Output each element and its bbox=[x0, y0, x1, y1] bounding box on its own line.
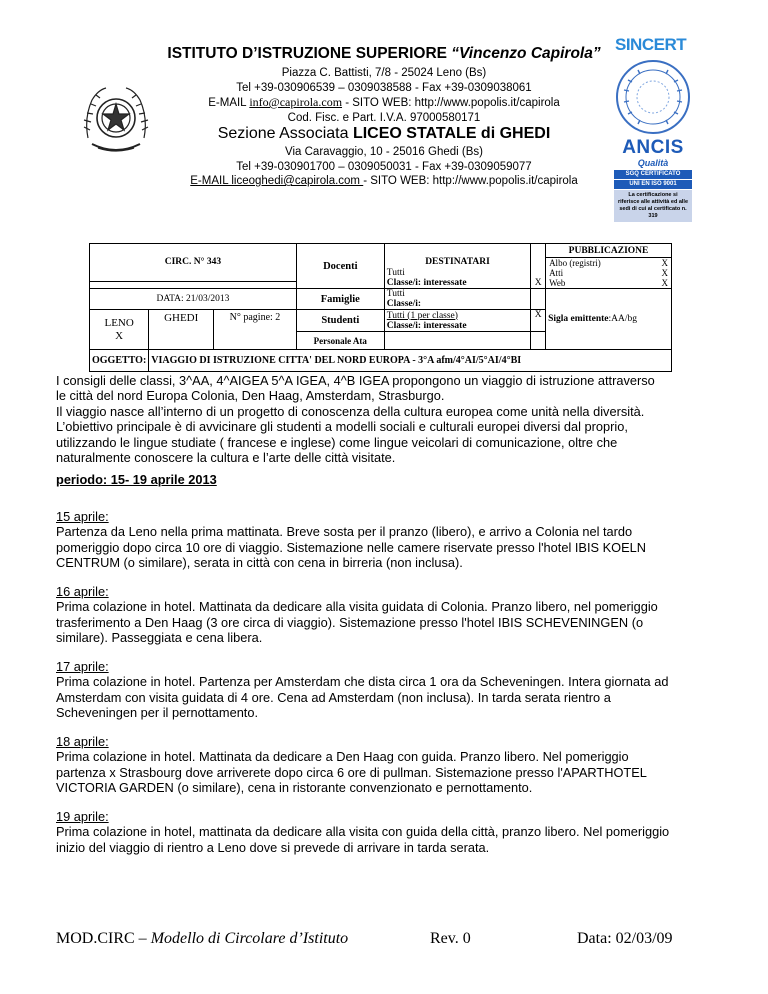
docenti-classi: Classe/i: interessate bbox=[386, 278, 467, 288]
famiglie-tutti: Tutti bbox=[386, 289, 405, 299]
oggetto-label: OGGETTO: bbox=[90, 350, 149, 372]
day-18 bbox=[56, 734, 726, 796]
intro-line: naturalmente conoscere la cultura e l’arte delle città visitate. bbox=[56, 450, 396, 466]
publication-cell bbox=[546, 244, 672, 289]
day-line: Amsterdam con visita guidata di 4 ore. Cena ad Amsterdam (non inclusa). In tarda serata rientro a bbox=[56, 689, 611, 705]
email-label: E-MAIL bbox=[208, 97, 250, 109]
day-line: CENTRUM (o similare), serata in città con cena in birreria (non inclusa). bbox=[56, 555, 463, 571]
leno-mark: X bbox=[115, 329, 124, 342]
circular-table bbox=[89, 243, 672, 372]
institute-web: - SITO WEB: http://www.popolis.it/capirola bbox=[342, 97, 560, 109]
docenti-tutti: Tutti bbox=[386, 268, 405, 278]
studenti-mark: X bbox=[531, 310, 546, 332]
footer-mod-code: MOD.CIRC – bbox=[56, 930, 151, 947]
day-title: 18 aprile: bbox=[56, 734, 109, 749]
ancis-logo bbox=[614, 138, 692, 222]
day-title: 16 aprile: bbox=[56, 584, 109, 599]
footer-model bbox=[56, 930, 348, 948]
leno-label: LENO bbox=[104, 316, 134, 329]
sincert-text: SINCERT bbox=[615, 35, 687, 54]
day-title: 15 aprile: bbox=[56, 509, 109, 524]
republic-emblem-icon bbox=[78, 78, 154, 158]
personale-dest bbox=[384, 332, 530, 350]
albo-label: Albo (registri) bbox=[549, 258, 601, 268]
web-row bbox=[546, 278, 671, 288]
famiglie-classi: Classe/i: bbox=[386, 299, 422, 309]
sigla-cell bbox=[546, 289, 672, 350]
destinatari-studenti bbox=[384, 310, 530, 332]
day-15 bbox=[56, 509, 726, 571]
intro-line: I consigli delle classi, 3^AA, 4^AIGEA 5^A IGEA, 4^B IGEA propongono un viaggio di istruzione attraverso bbox=[56, 373, 655, 388]
day-16 bbox=[56, 584, 726, 646]
web-label: Web bbox=[549, 278, 566, 288]
day-line: Prima colazione in hotel. Partenza per Amsterdam che dista circa 1 ora da Scheveningen. Intera giornata ad bbox=[56, 674, 669, 690]
sincert-logo bbox=[615, 35, 687, 57]
intro-line: le città del nord Europa Colonia, Den Haag, Amsterdam, Strasburgo. bbox=[56, 388, 445, 404]
ancis-text: ANCIS bbox=[622, 137, 684, 158]
intro-line: Il viaggio nasce all’interno di un progetto di conoscenza della cultura europea come unità nella diversità. bbox=[56, 403, 645, 419]
pages-count: N° pagine: 2 bbox=[214, 310, 297, 350]
day-title: 19 aprile: bbox=[56, 809, 109, 824]
day-line: trasferimento a Den Haag (3 ore circa di viaggio). Sistemazione presso l'hotel IBIS SCHEVENINGEN (o bbox=[56, 614, 644, 630]
day-line: similare). Passeggiata e cena libera. bbox=[56, 630, 263, 646]
albo-row bbox=[546, 258, 671, 268]
footer-date: Data: 02/03/09 bbox=[577, 930, 673, 947]
day-line: partenza x Strasbourg dove arriverete dopo circa 6 ore di pullman. Sistemazione presso l'APARTHOTEL bbox=[56, 764, 647, 780]
sigla-label: Sigla emittente bbox=[548, 314, 609, 324]
day-line: inizio del viaggio di rientro a Leno dove si prevede di arrivare in tarda serata. bbox=[56, 839, 490, 855]
day-line: Scheveningen per il pernottamento. bbox=[56, 705, 259, 721]
section-email-link[interactable]: E-MAIL liceoghedi@capirola.com bbox=[190, 175, 364, 187]
section-web: - SITO WEB: http://www.popolis.it/capirola bbox=[363, 175, 578, 187]
famiglie-label: Famiglie bbox=[296, 289, 384, 310]
ancis-seal-icon bbox=[614, 58, 692, 136]
destinatari-docenti bbox=[384, 244, 530, 289]
personale-mark bbox=[531, 332, 546, 350]
section-name: LICEO STATALE di GHEDI bbox=[352, 125, 551, 142]
qualita-text: Qualità bbox=[637, 158, 669, 168]
day-line: VICTORIA GARDEN (o similare), cena in ristorante convenzionato e pernottamento. bbox=[56, 780, 533, 796]
institute-phones: Tel +39-030906539 – 0309038588 - Fax +39-0309038061 bbox=[236, 81, 532, 94]
institute-prefix: ISTITUTO D’ISTRUZIONE SUPERIORE bbox=[167, 45, 452, 62]
day-line: Partenza da Leno nella prima mattinata. Breve sosta per il pranzo (libero), e arrivo a Colonia nel tardo bbox=[56, 524, 633, 540]
circ-number: CIRC. N° 343 bbox=[90, 244, 297, 282]
atti-row bbox=[546, 268, 671, 278]
atti-mark: X bbox=[661, 268, 668, 278]
section-address: Via Caravaggio, 10 - 25016 Ghedi (Bs) bbox=[285, 146, 483, 158]
uni-badge: UNI EN ISO 9001 bbox=[614, 180, 692, 189]
ghedi-label: GHEDI bbox=[149, 310, 214, 350]
day-line: Prima colazione in hotel. Mattinata da dedicare a Den Haag con guida. Pranzo libero. Nel pomeriggio bbox=[56, 749, 629, 765]
period-text: periodo: 15- 19 aprile 2013 bbox=[56, 472, 217, 487]
day-19 bbox=[56, 809, 726, 855]
destinatari-famiglie bbox=[384, 289, 530, 310]
day-17 bbox=[56, 659, 726, 721]
circ-date: DATA: 21/03/2013 bbox=[90, 289, 297, 310]
footer-mod-title: Modello di Circolare d’Istituto bbox=[150, 930, 349, 947]
studenti-classi: Classe/i: interessate bbox=[386, 320, 467, 331]
institute-name: “Vincenzo Capirola” bbox=[451, 45, 601, 62]
day-line: Prima colazione in hotel, mattinata da dedicare alla visita con guida della città, pranzo libero. Nel pomeriggio bbox=[56, 824, 670, 840]
day-line: pomeriggio dopo circa 10 ore di viaggio. Sistemazione nelle camere riservate presso l'hotel IBIS KOELN bbox=[56, 539, 646, 555]
institute-address: Piazza C. Battisti, 7/8 - 25024 Leno (Bs) bbox=[281, 67, 487, 79]
atti-label: Atti bbox=[549, 268, 564, 278]
period-title bbox=[56, 472, 726, 487]
docenti-label: Docenti bbox=[296, 244, 384, 289]
web-mark: X bbox=[661, 278, 668, 288]
sigla-value: :AA/bg bbox=[608, 314, 637, 324]
docenti-mark: X bbox=[531, 244, 546, 289]
intro-paragraph bbox=[56, 373, 726, 465]
personale-ata-label: Personale Ata bbox=[296, 332, 384, 350]
sgq-badge: SGQ CERTIFICATO bbox=[614, 170, 692, 179]
day-line: Prima colazione in hotel. Mattinata da dedicare alla visita guidata di Colonia. Pranzo libero, nel pomeriggio bbox=[56, 599, 658, 615]
intro-line: L’obiettivo principale è di avvicinare gli studenti a modelli sociali e culturali europei diversi dal proprio, bbox=[56, 419, 628, 435]
oggetto-text: VIAGGIO DI ISTRUZIONE CITTA' DEL NORD EUROPA - 3°A afm/4°AI/5°AI/4°BI bbox=[149, 350, 672, 372]
day-title: 17 aprile: bbox=[56, 659, 109, 674]
studenti-tutti: Tutti (1 per classe) bbox=[386, 310, 458, 321]
studenti-label: Studenti bbox=[296, 310, 384, 332]
section-phones: Tel +39-030901700 – 0309050031 - Fax +39-0309059077 bbox=[236, 160, 532, 173]
cert-note: La certificazione si riferisce alle attività ed alle sedi di cui al certificato n. 319 bbox=[614, 190, 692, 222]
leno-cell bbox=[90, 310, 149, 350]
footer-revision: Rev. 0 bbox=[430, 930, 471, 947]
institute-email-link[interactable]: info@capirola.com bbox=[249, 95, 343, 109]
albo-mark: X bbox=[661, 258, 668, 268]
section-prefix: Sezione Associata bbox=[217, 125, 353, 142]
institute-tax-code: Cod. Fisc. e Part. I.V.A. 97000580171 bbox=[287, 111, 481, 124]
famiglie-mark bbox=[531, 289, 546, 310]
destinatari-header: DESTINATARI bbox=[425, 257, 490, 267]
intro-line: utilizzando le lingue studiate ( francese e inglese) come lingue veicolari di comunicazione, oltre che bbox=[56, 434, 618, 450]
publication-header: PUBBLICAZIONE bbox=[546, 244, 671, 258]
